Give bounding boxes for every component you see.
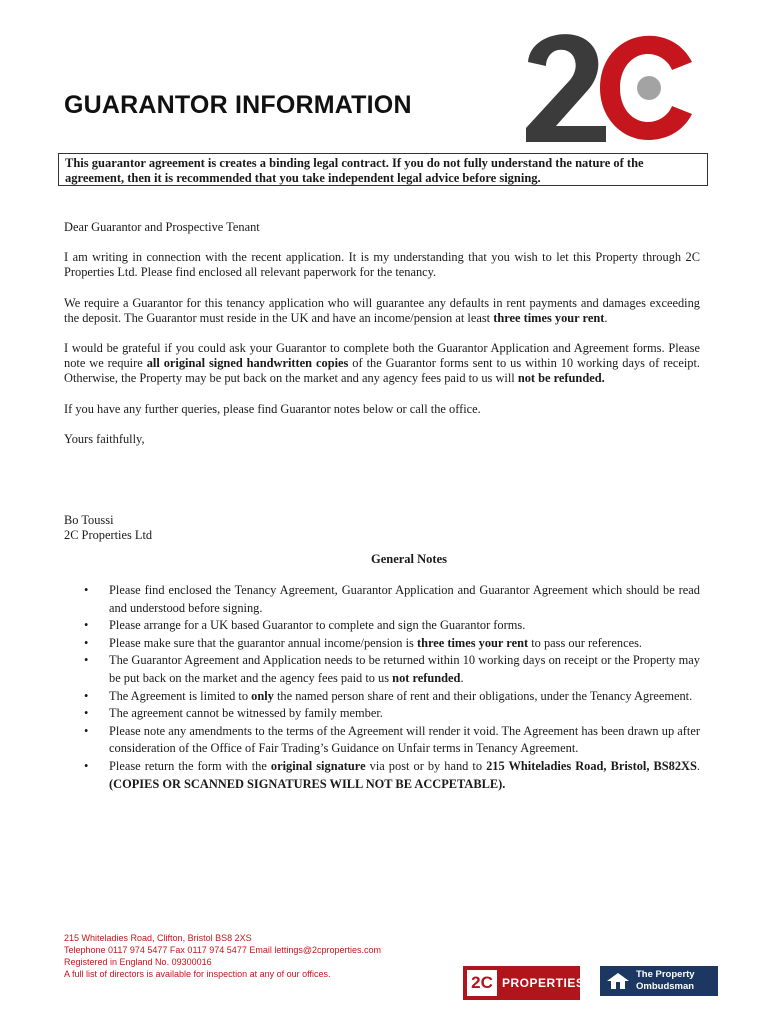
signer-company: 2C Properties Ltd (64, 528, 153, 543)
house-icon (605, 971, 631, 991)
text: Please return the form with the (109, 758, 271, 773)
bullet: • (84, 583, 89, 597)
salutation: Dear Guarantor and Prospective Tenant (64, 220, 260, 234)
list-item (84, 635, 700, 653)
emphasis: only (251, 688, 274, 703)
paragraph-queries: If you have any further queries, please find Guarantor notes below or call the office. (64, 401, 481, 416)
footer-address: 215 Whiteladies Road, Clifton, Bristol BS8 2XS (64, 933, 252, 943)
paragraph-forms (64, 341, 700, 387)
closing: Yours faithfully, (64, 431, 145, 446)
text: via post or by hand to (365, 758, 487, 773)
list-item (84, 582, 700, 617)
emphasis: (COPIES OR SCANNED SIGNATURES WILL NOT BE ACCPETABLE). (109, 776, 506, 791)
text: Please make sure that the guarantor annual income/pension is (109, 635, 417, 650)
text: . (460, 670, 464, 685)
text: We require a Guarantor for this tenancy application who will guarantee any defaults in rent payments and damages exceeding the deposit. The Guarantor must reside in the UK and have an income/pension at least (64, 295, 700, 325)
footer-phone-email: Telephone 0117 974 5477 Fax 0117 974 5477 Email lettings@2cproperties.com (64, 945, 382, 955)
legal-warning-box: This guarantor agreement is creates a binding legal contract. If you do not fully understand the nature of the agreement, then it is recommended that you take independent legal advice before signing. (58, 153, 708, 186)
list-item (84, 705, 700, 723)
text: The Guarantor Agreement and Application needs to be returned within 10 working days on receipt or the Property may be put back on the market and the agency fees paid to us (109, 653, 700, 685)
text: to pass our references. (528, 635, 642, 650)
bullet: • (84, 635, 89, 650)
emphasis: three times your rent (416, 635, 529, 650)
list-item (84, 688, 700, 706)
ombudsman-line1: The Property (636, 969, 695, 980)
bullet: • (84, 723, 89, 738)
text: the named person share of rent and their obligations, under the Tenancy Agreement. (273, 688, 693, 703)
company-logo-2c (522, 28, 697, 148)
footer-registration: Registered in England No. 09300016 (64, 957, 212, 967)
emphasis: not refunded (392, 670, 461, 685)
2c-properties-badge (463, 966, 585, 1000)
2c-mark: 2C (467, 970, 497, 996)
paragraph-application: I am writing in connection with the recent application. It is my understanding that you wish to let this Property through 2C Properties Ltd. Please find enclosed all relevant paperwork for the tenancy. (64, 250, 700, 280)
list-item (84, 652, 700, 687)
emphasis: not be refunded. (517, 371, 605, 386)
signer-name: Bo Toussi (64, 513, 114, 528)
text: Please note any amendments to the terms of the Agreement will render it void. The Agreement has been drawn up after consideration of the Office of Fair Trading’s Guidance on Unfair terms in Tenancy Agreement. (109, 723, 700, 756)
text: . (604, 310, 608, 325)
general-notes-list (84, 582, 700, 793)
text: of the Guarantor forms sent to us within 10 working days of receipt. Otherwise, the Property may be put back on the market and any agency fees paid to us will (64, 356, 700, 386)
list-item (84, 617, 700, 635)
letter-body (64, 220, 700, 543)
signature-block (64, 513, 700, 543)
text: The agreement cannot be witnessed by family member. (109, 706, 383, 721)
list-item (84, 758, 700, 793)
list-item (84, 723, 700, 758)
text: Please arrange for a UK based Guarantor to complete and sign the Guarantor forms. (109, 618, 526, 633)
text: The Agreement is limited to (109, 688, 252, 703)
text: . (696, 758, 700, 773)
general-notes-heading: General Notes (370, 552, 448, 566)
bullet: • (84, 758, 89, 773)
page-title: GUARANTOR INFORMATION (64, 91, 412, 119)
emphasis: original signature (270, 758, 366, 773)
logo-digit-2 (526, 34, 606, 142)
text: I would be grateful if you could ask your Guarantor to complete both the Guarantor Application and Agreement forms. Please note we require (64, 341, 700, 371)
logo-dot (637, 76, 661, 100)
bullet: • (84, 688, 89, 703)
footer-directors: A full list of directors is available for inspection at any of our offices. (64, 969, 331, 979)
bullet: • (84, 653, 89, 668)
emphasis: 215 Whiteladies Road, Bristol, BS82XS (486, 758, 697, 773)
2c-wordmark: PROPERTIES (502, 976, 585, 990)
bullet: • (84, 706, 89, 721)
bullet: • (84, 618, 89, 633)
ombudsman-line2: Ombudsman (636, 981, 695, 992)
footer-contact (64, 932, 444, 980)
emphasis: three times your rent (493, 310, 605, 325)
emphasis: all original signed handwritten copies (146, 356, 349, 371)
property-ombudsman-badge (600, 966, 718, 996)
text: Please find enclosed the Tenancy Agreement, Guarantor Application and Guarantor Agreement which should be read and understood before signing. (109, 583, 700, 615)
paragraph-guarantor-requirement (64, 296, 700, 326)
